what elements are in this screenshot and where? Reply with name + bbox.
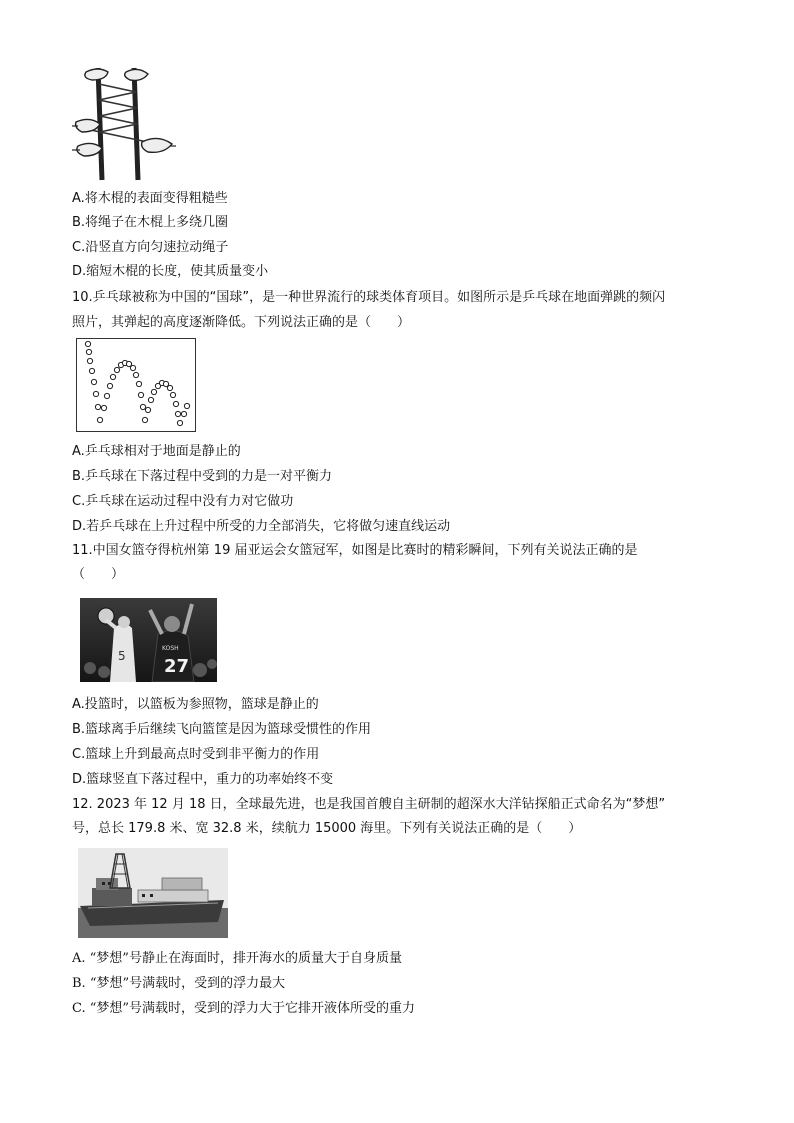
q10-option-c: C.乒乓球在运动过程中没有力对它做功 xyxy=(72,494,294,509)
q11-stem-line2: （ ） xyxy=(72,567,125,582)
q11-option-b: B.篮球离手后继续飞向篮筐是因为篮球受惯性的作用 xyxy=(72,722,372,737)
q9-option-c: C.沿竖直方向匀速拉动绳子 xyxy=(72,240,229,255)
q10-option-a: A.乒乓球相对于地面是静止的 xyxy=(72,444,241,459)
q12-option-c: C. “梦想”号满载时，受到的浮力大于它排开液体所受的重力 xyxy=(72,1001,416,1016)
jersey-number-back: 27 xyxy=(164,656,190,677)
q11-option-c: C.篮球上升到最高点时受到非平衡力的作用 xyxy=(72,747,320,762)
q12-stem-line2: 号，总长 179.8 米、宽 32.8 米，续航力 15000 海里。下列有关说法正确的是（ ） xyxy=(72,821,582,836)
q11-option-d: D.篮球竖直下落过程中，重力的功率始终不变 xyxy=(72,772,334,787)
q9-option-b: B.将绳子在木棍上多绕几圈 xyxy=(72,215,229,230)
q11-stem-line1: 11.中国女篮夺得杭州第 19 届亚运会女篮冠军，如图是比赛时的精彩瞬间，下列有关说法正确的是 xyxy=(72,543,638,558)
jersey-name-back: KOSH xyxy=(162,645,179,652)
q10-option-b: B.乒乓球在下落过程中受到的力是一对平衡力 xyxy=(72,469,333,484)
q12-option-b: B. “梦想”号满载时，受到的浮力最大 xyxy=(72,976,286,991)
drilling-ship-photo-figure xyxy=(78,848,228,938)
q10-option-d: D.若乒乓球在上升过程中所受的力全部消失，它将做匀速直线运动 xyxy=(72,519,451,534)
q9-option-d: D.缩短木棍的长度，使其质量变小 xyxy=(72,264,269,279)
q12-stem-line1: 12. 2023 年 12 月 18 日，全球最先进，也是我国首艘自主研制的超深水大洋钻探船正式命名为“梦想” xyxy=(72,797,666,812)
q10-stem-line2: 照片，其弹起的高度逐渐降低。下列说法正确的是（ ） xyxy=(72,315,411,330)
q11-option-a: A.投篮时，以篮板为参照物，篮球是静止的 xyxy=(72,697,319,712)
ping-pong-bounce-figure xyxy=(76,338,196,432)
rope-sticks-figure xyxy=(72,62,176,182)
q9-option-a: A.将木棍的表面变得粗糙些 xyxy=(72,191,228,206)
basketball-photo-figure xyxy=(80,598,217,682)
q12-option-a: A. “梦想”号静止在海面时，排开海水的质量大于自身质量 xyxy=(72,951,402,966)
jersey-number-front: 5 xyxy=(118,649,126,663)
q10-stem-line1: 10.乒乓球被称为中国的“国球”，是一种世界流行的球类体育项目。如图所示是乒乓球在地面弹跳的频闪 xyxy=(72,290,666,305)
